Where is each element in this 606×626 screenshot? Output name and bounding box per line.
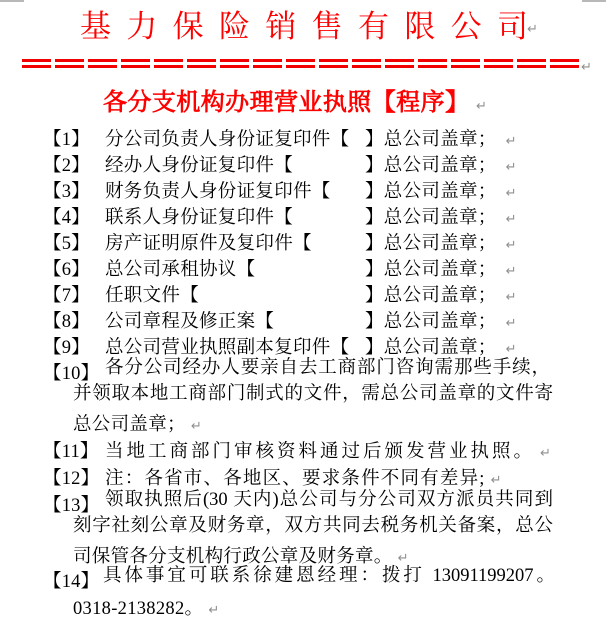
list-item-10-cont — [0, 385, 606, 411]
item-text-line: 并领取本地工商部门制式的文件，需总公司盖章的文件寄 — [73, 384, 553, 404]
list-item-13-cont — [0, 542, 606, 568]
item-text: 注：各省市、各地区、要求条件不同有差异; ↵ — [105, 469, 502, 489]
item-text-line: 司保管各分支机构行政公章及财务章。 ↵ — [73, 547, 409, 567]
paragraph-mark-icon: ↵ — [540, 446, 551, 461]
item-number: 【14】 — [43, 572, 100, 592]
item-suffix: 】总公司盖章； ↵ — [365, 312, 517, 332]
list-item-8 — [0, 307, 606, 333]
paragraph-mark-icon: ↵ — [505, 160, 517, 175]
item-text: 任职文件【 — [105, 286, 200, 306]
paragraph-mark-icon: ↵ — [505, 134, 517, 149]
title-separator-line — [22, 65, 579, 68]
page-margin-mark-left — [0, 0, 24, 2]
list-item-14 — [0, 567, 606, 593]
item-number: 【13】 — [43, 496, 100, 516]
page-margin-mark-right — [582, 0, 606, 2]
item-number: 【9】 — [43, 338, 90, 358]
list-item-11 — [0, 437, 606, 463]
item-suffix: 】总公司盖章； ↵ — [365, 234, 517, 254]
list-item-2 — [0, 151, 606, 177]
item-text: 联系人身份证复印件【 — [105, 208, 294, 228]
paragraph-mark-icon: ↵ — [527, 22, 538, 37]
paragraph-mark-icon: ↵ — [505, 264, 517, 279]
item-number: 【8】 — [43, 312, 90, 332]
list-item-14-cont — [0, 594, 606, 620]
list-item-4 — [0, 203, 606, 229]
paragraph-mark-icon: ↵ — [208, 603, 220, 618]
item-suffix: 】总公司盖章； ↵ — [365, 130, 517, 150]
item-text-line: 具体事宜可联系徐建恩经理：拨打 13091199207。 — [103, 566, 555, 586]
list-item-13 — [0, 491, 606, 517]
item-number: 【5】 — [43, 234, 90, 254]
paragraph-mark-icon: ↵ — [505, 186, 517, 201]
paragraph-mark-icon: ↵ — [505, 238, 517, 253]
item-text-line: 刻字社刻公章及财务章，双方共同去税务机关备案，总公 — [73, 516, 553, 536]
item-text-line: 总公司盖章； ↵ — [73, 415, 202, 435]
item-suffix: 】总公司盖章； ↵ — [365, 286, 517, 306]
list-item-1 — [0, 125, 606, 151]
item-suffix: 】总公司盖章； ↵ — [365, 260, 517, 280]
item-text: 财务负责人身份证复印件【 — [105, 182, 331, 202]
list-item-10 — [0, 359, 606, 385]
paragraph-mark-icon: ↵ — [490, 473, 502, 488]
item-text-line: 领取执照后(30 天内)总公司与分公司双方派员共同到 — [105, 490, 553, 510]
item-suffix: 】总公司盖章； ↵ — [365, 208, 517, 228]
item-number: 【3】 — [43, 182, 90, 202]
paragraph-mark-icon: ↵ — [581, 60, 592, 75]
item-suffix: 】总公司盖章； ↵ — [365, 338, 517, 358]
item-number: 【11】 — [43, 442, 99, 462]
item-number: 【6】 — [43, 260, 90, 280]
list-item-3 — [0, 177, 606, 203]
title-separator-line — [22, 59, 579, 62]
list-item-6 — [0, 255, 606, 281]
item-text: 总公司营业执照副本复印件【 — [105, 338, 350, 358]
item-text-line: 各分公司经办人要亲自去工商部门咨询需那些手续， — [105, 358, 550, 378]
company-title: 基力保险销售有限公司 — [80, 9, 528, 44]
item-number: 【12】 — [43, 469, 100, 489]
item-number: 【2】 — [43, 156, 90, 176]
item-number: 【10】 — [43, 364, 100, 384]
list-item-13-cont — [0, 517, 606, 543]
paragraph-mark-icon: ↵ — [190, 419, 202, 434]
phone-number: 0318-2138282。 ↵ — [73, 599, 220, 619]
list-item-12 — [0, 464, 606, 490]
list-item-7 — [0, 281, 606, 307]
list-item-9 — [0, 333, 606, 359]
item-suffix: 】总公司盖章； ↵ — [365, 156, 517, 176]
item-suffix: 】总公司盖章； ↵ — [365, 182, 517, 202]
paragraph-mark-icon: ↵ — [505, 316, 517, 331]
paragraph-mark-icon: ↵ — [505, 290, 517, 305]
item-text: 总公司承租协议【 — [105, 260, 256, 280]
item-number: 【1】 — [43, 130, 90, 150]
item-text: 分公司负责人身份证复印件【 — [105, 130, 350, 150]
paragraph-mark-icon: ↵ — [505, 212, 517, 227]
paragraph-mark-icon: ↵ — [505, 342, 517, 357]
item-text: 公司章程及修正案【 — [105, 312, 275, 332]
document-subtitle: 各分支机构办理营业执照【程序】 — [103, 90, 469, 116]
item-text: 经办人身份证复印件【 — [105, 156, 294, 176]
item-number: 【7】 — [43, 286, 90, 306]
list-item-5 — [0, 229, 606, 255]
item-text: 房产证明原件及复印件【 — [105, 234, 312, 254]
item-text: 当地工商部门审核资料通过后颁发营业执照。 ↵ — [105, 442, 551, 462]
paragraph-mark-icon: ↵ — [397, 551, 409, 566]
paragraph-mark-icon: ↵ — [476, 99, 487, 114]
list-item-10-cont — [0, 410, 606, 436]
item-number: 【4】 — [43, 208, 90, 228]
